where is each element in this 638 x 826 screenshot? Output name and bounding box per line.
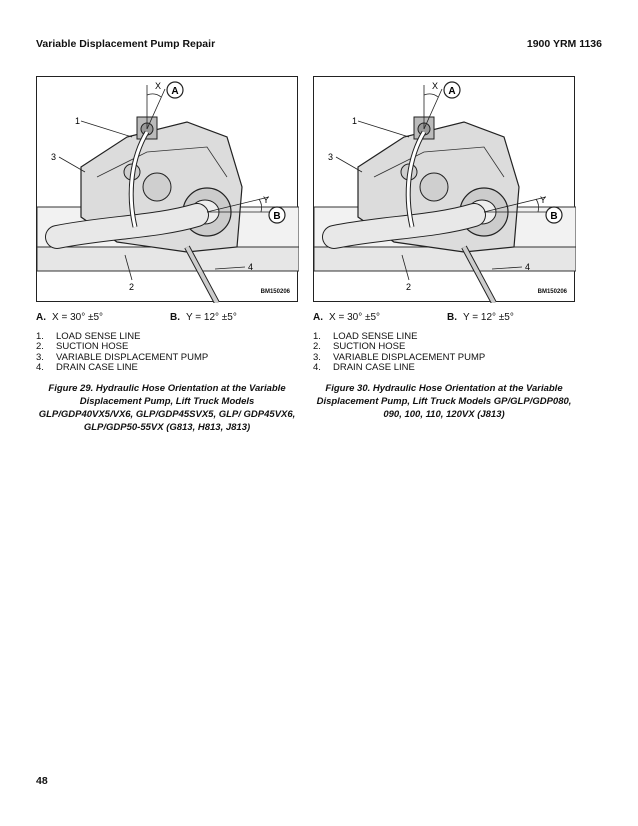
legend-item: 1. LOAD SENSE LINE (313, 331, 418, 342)
legend-item: 3. VARIABLE DISPLACEMENT PUMP (313, 351, 486, 363)
spec-a-text: X = 30° ±5° (52, 312, 104, 323)
parts-legend (313, 332, 575, 374)
callout-1: 1 (75, 116, 81, 126)
legend-item: 4. DRAIN CASE LINE (36, 362, 138, 374)
figure-30-column (313, 76, 575, 421)
legend-item: 2. SUCTION HOSE (313, 341, 406, 353)
spec-a-text: X = 30° ±5° (329, 312, 381, 323)
callout-2: 2 (406, 282, 412, 292)
figure-caption: Figure 29. Hydraulic Hose Orientation at the Variable Displacement Pump, Lift Truck Models GLP/GDP40VX5/VX6, GLP/GDP45SVX5, GLP/ GDP45VX6, GLP/GDP50-55VX (G813, H813, J813) (38, 382, 296, 433)
legend-item: 2. SUCTION HOSE (36, 341, 129, 353)
parts-legend (36, 332, 298, 374)
spec-b-letter: B. (447, 312, 457, 323)
angle-x-label: X (155, 81, 162, 91)
figure-30-illustration (313, 76, 575, 302)
legend-item: 4. DRAIN CASE LINE (313, 362, 415, 374)
callout-b: B (550, 211, 558, 222)
page-number: 48 (36, 775, 48, 787)
spec-a-letter: A. (313, 312, 323, 323)
figure-29-column (36, 76, 298, 434)
figure-id-code: BM150206 (260, 289, 290, 295)
angle-x-label: X (432, 81, 439, 91)
callout-a: A (448, 86, 456, 97)
callout-4: 4 (525, 262, 531, 272)
running-header-title: Variable Displacement Pump Repair (36, 38, 216, 50)
callout-a: A (171, 86, 179, 97)
spec-row (36, 312, 298, 326)
spec-b-text: Y = 12° ±5° (463, 312, 514, 323)
callout-1: 1 (352, 116, 358, 126)
pump-drawing (314, 77, 576, 303)
running-header-doc-number: 1900 YRM 1136 (526, 38, 602, 50)
legend-item: 3. VARIABLE DISPLACEMENT PUMP (36, 351, 209, 363)
callout-3: 3 (328, 152, 334, 162)
pump-drawing (37, 77, 299, 303)
spec-b-text: Y = 12° ±5° (186, 312, 237, 323)
callout-3: 3 (51, 152, 57, 162)
callout-2: 2 (129, 282, 135, 292)
spec-row (313, 312, 575, 326)
figure-id-code: BM150206 (537, 289, 567, 295)
callout-4: 4 (248, 262, 254, 272)
spec-a-letter: A. (36, 312, 46, 323)
callout-b: B (273, 211, 281, 222)
figure-29-illustration (36, 76, 298, 302)
angle-y-label: Y (540, 195, 547, 205)
figure-caption: Figure 30. Hydraulic Hose Orientation at the Variable Displacement Pump, Lift Truck Models GP/GLP/GDP080, 090, 100, 110, 120VX (J813) (316, 382, 572, 420)
spec-b-letter: B. (170, 312, 180, 323)
legend-item: 1. LOAD SENSE LINE (36, 331, 141, 342)
angle-y-label: Y (263, 195, 270, 205)
